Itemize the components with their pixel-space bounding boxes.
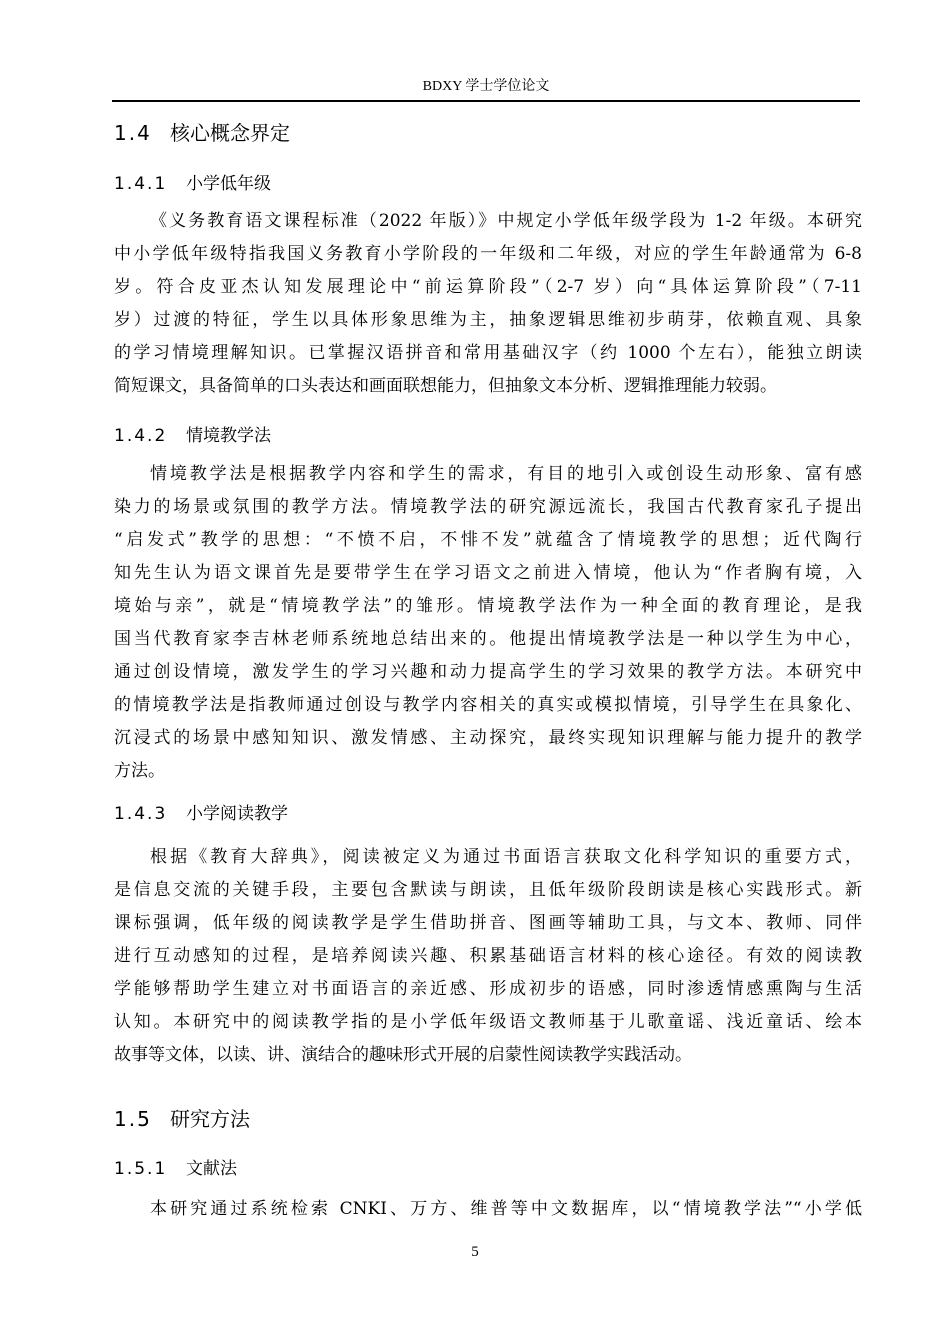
text-line: “启发式”教学的思想：“不愤不启，不悱不发”就蕴含了情境教学的思想；近代陶行 bbox=[114, 530, 862, 550]
text-line: 境始与亲”，就是“情境教学法”的雏形。情境教学法作为一种全面的教育理论，是我 bbox=[114, 596, 862, 616]
text-line: 国当代教育家李吉林老师系统地总结出来的。他提出情境教学法是一种以学生为中心， bbox=[114, 629, 862, 649]
subsection-heading-1-4-3 bbox=[114, 802, 288, 826]
text-line: 进行互动感知的过程，是培养阅读兴趣、积累基础语言材料的核心途径。有效的阅读教 bbox=[114, 946, 862, 966]
subsection-title: 小学阅读教学 bbox=[186, 804, 288, 824]
section-number: 1.5 bbox=[114, 1107, 152, 1131]
section-number: 1.4 bbox=[114, 121, 152, 145]
text-line: 的情境教学法是指教师通过创设与教学内容相关的真实或模拟情境，引导学生在具象化、 bbox=[114, 695, 862, 715]
subsection-title: 小学低年级 bbox=[186, 174, 271, 194]
section-heading-1-4 bbox=[114, 120, 290, 146]
section-heading-1-5 bbox=[114, 1106, 250, 1132]
text-line: 简短课文，具备简单的口头表达和画面联想能力，但抽象文本分析、逻辑推理能力较弱。 bbox=[114, 376, 777, 396]
subsection-heading-1-5-1 bbox=[114, 1157, 237, 1181]
text-line: 方法。 bbox=[114, 761, 165, 781]
paragraph-1-4-3 bbox=[114, 841, 862, 1072]
text-line: 是信息交流的关键手段，主要包含默读与朗读，且低年级阶段朗读是核心实践形式。新 bbox=[114, 880, 862, 900]
text-line: 通过创设情境，激发学生的学习兴趣和动力提高学生的学习效果的教学方法。本研究中 bbox=[114, 662, 862, 682]
text-line: 染力的场景或氛围的教学方法。情境教学法的研究源远流长，我国古代教育家孔子提出 bbox=[114, 497, 862, 517]
text-line: 中小学低年级特指我国义务教育小学阶段的一年级和二年级，对应的学生年龄通常为 6-8 bbox=[114, 244, 862, 264]
header-rule bbox=[112, 100, 860, 102]
section-title: 研究方法 bbox=[170, 1107, 250, 1131]
running-head: BDXY 学士学位论文 bbox=[422, 79, 550, 94]
text-line: 的学习情境理解知识。已掌握汉语拼音和常用基础汉字（约 1000 个左右），能独立朗读 bbox=[114, 343, 862, 363]
text-line: 《义务教育语文课程标准（2022 年版）》中规定小学低年级学段为 1-2 年级。本研究 bbox=[150, 211, 862, 231]
text-line: 岁。符合皮亚杰认知发展理论中“前运算阶段”（2-7 岁）向“具体运算阶段”（7-11 bbox=[114, 277, 862, 297]
section-title: 核心概念界定 bbox=[170, 121, 290, 145]
subsection-heading-1-4-1 bbox=[114, 172, 271, 196]
text-line: 本研究通过系统检索 CNKI、万方、维普等中文数据库，以“情境教学法”“小学低 bbox=[150, 1199, 862, 1219]
text-line: 故事等文体，以读、讲、演结合的趣味形式开展的启蒙性阅读教学实践活动。 bbox=[114, 1045, 692, 1065]
subsection-number: 1.4.2 bbox=[114, 426, 168, 446]
text-line: 沉浸式的场景中感知知识、激发情感、主动探究，最终实现知识理解与能力提升的教学 bbox=[114, 728, 862, 748]
subsection-heading-1-4-2 bbox=[114, 424, 271, 448]
page-number: 5 bbox=[471, 1244, 479, 1260]
text-line: 认知。本研究中的阅读教学指的是小学低年级语文教师基于儿歌童谣、浅近童话、绘本 bbox=[114, 1012, 862, 1032]
paragraph-1-5-1 bbox=[114, 1193, 862, 1226]
text-line: 情境教学法是根据教学内容和学生的需求，有目的地引入或创设生动形象、富有感 bbox=[150, 464, 862, 484]
subsection-number: 1.5.1 bbox=[114, 1159, 168, 1179]
subsection-number: 1.4.1 bbox=[114, 174, 168, 194]
text-line: 根据《教育大辞典》，阅读被定义为通过书面语言获取文化科学知识的重要方式， bbox=[150, 847, 862, 867]
text-line: 学能够帮助学生建立对书面语言的亲近感、形成初步的语感，同时渗透情感熏陶与生活 bbox=[114, 979, 862, 999]
text-line: 课标强调，低年级的阅读教学是学生借助拼音、图画等辅助工具，与文本、教师、同伴 bbox=[114, 913, 862, 933]
subsection-title: 情境教学法 bbox=[186, 426, 271, 446]
text-line: 知先生认为语文课首先是要带学生在学习语文之前进入情境，他认为“作者胸有境，入 bbox=[114, 563, 862, 583]
subsection-number: 1.4.3 bbox=[114, 804, 168, 824]
paragraph-1-4-2 bbox=[114, 458, 862, 788]
text-line: 岁）过渡的特征，学生以具体形象思维为主，抽象逻辑思维初步萌芽，依赖直观、具象 bbox=[114, 310, 862, 330]
subsection-title: 文献法 bbox=[186, 1159, 237, 1179]
paragraph-1-4-1 bbox=[114, 205, 862, 403]
